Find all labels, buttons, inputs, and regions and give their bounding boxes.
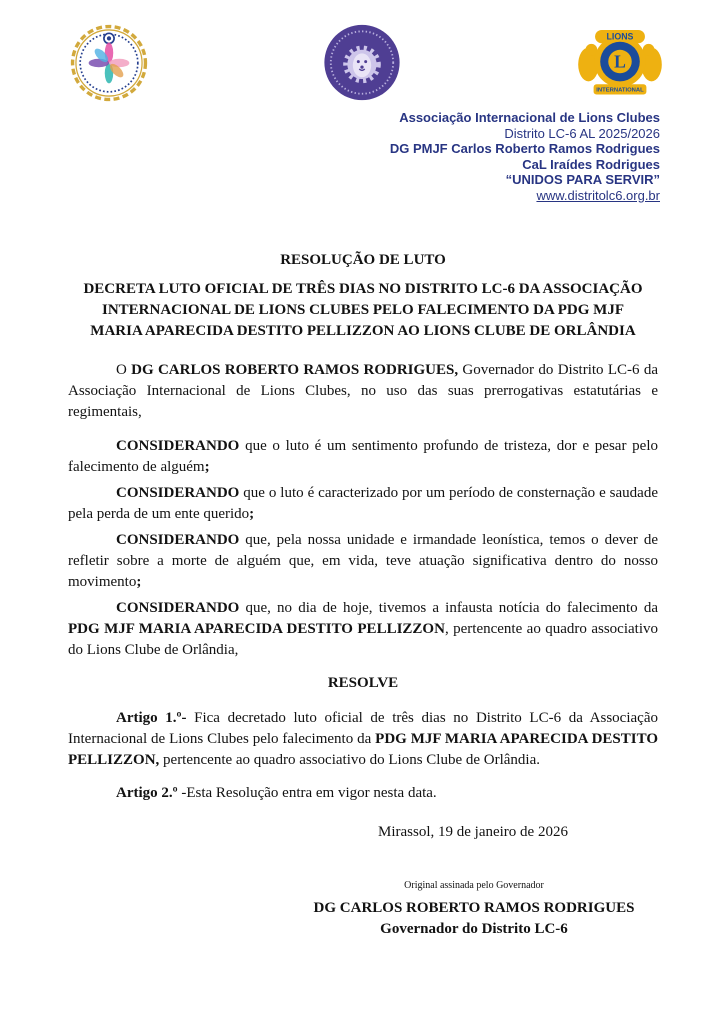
paragraph-opening [68,360,658,423]
lions-emblem-top-text: LIONS [606,31,634,42]
run-bold: Artigo 2.º [116,785,178,801]
letterhead-org-line: Associação Internacional de Lions Clubes [399,110,660,125]
multi-district-badge-icon [66,24,152,102]
signature-role: Governador do Distrito LC-6 [380,921,568,937]
run: pertencente ao quadro associativo do Lions Clube de Orlândia. [159,752,540,768]
run: O [116,362,132,378]
run: que, pela nossa unidade e irmandade leonística, temos o dever de refletir sobre a morte de alguém que, em vida, teve atuação significativa dentro do nosso movimento [68,532,658,590]
run-bold: ; [204,459,210,475]
paragraph-considerando-4 [68,598,658,661]
run: Governador do Distrito LC-6 da Associação Internacional de Lions Clubes, no uso das suas prerrogativas estatutárias e regimentais, [68,362,658,420]
run-bold: CONSIDERANDO [116,438,240,454]
run-bold: PDG MJF MARIA APARECIDA DESTITO PELLIZZON [68,621,445,637]
run: que o luto é um sentimento profundo de tristeza, dor e pesar pelo falecimento de alguém [68,438,658,475]
paragraph-considerando-2 [68,483,658,525]
run-bold: DG CARLOS ROBERTO RAMOS RODRIGUES, [131,362,459,378]
website-link[interactable]: www.distritolc6.org.br [536,187,660,203]
document-title: RESOLUÇÃO DE LUTO [280,252,446,268]
letterhead [0,110,660,203]
letterhead-cal-line: CaL Iraídes Rodrigues [522,156,660,172]
paragraph-artigo-2 [68,783,658,804]
run: Fica decretado luto oficial de três dias no Distrito LC-6 da Associação Internacional de Lions Clubes pelo falecimento da [68,710,658,747]
run-bold: ; [249,506,255,522]
lions-international-logo-icon [576,24,664,102]
run-bold: PDG MJF MARIA APARECIDA DESTITO PELLIZZON, [68,731,658,768]
run-bold: ; [136,574,142,590]
run: -Esta Resolução entra em vigor nesta data. [177,785,437,801]
district-lc6-seal-icon [316,24,408,102]
run-bold: CONSIDERANDO [116,485,240,501]
document-body [68,249,658,940]
document-subtitle: DECRETA LUTO OFICIAL DE TRÊS DIAS NO DISTRITO LC-6 DA ASSOCIAÇÃO INTERNACIONAL DE LIONS CLUBES PELO FALECIMENTO DA PDG MJF MARIA APARECIDA DESTITO PELLIZZON AO LIONS CLUBE DE ORLÂNDIA [83,281,643,339]
logos-row [0,24,724,102]
resolve-heading: RESOLVE [327,675,399,691]
signature-name: DG CARLOS ROBERTO RAMOS RODRIGUES [313,900,635,916]
letterhead-district-line: Distrito LC-6 AL 2025/2026 [504,125,660,141]
run-bold: Artigo 1.º- [116,710,187,726]
paragraph-considerando-3 [68,530,658,593]
signature-block [290,879,658,940]
run: que, no dia de hoje, tivemos a infausta notícia do falecimento da [239,600,658,616]
lions-emblem-letter: L [614,51,626,72]
signature-note: Original assinada pelo Governador [404,880,544,891]
paragraph-artigo-1 [68,708,658,771]
run-bold: CONSIDERANDO [116,532,240,548]
lions-emblem-bottom-text: INTERNATIONAL [596,87,644,94]
date-line: Mirassol, 19 de janeiro de 2026 [378,824,568,840]
letterhead-motto: “UNIDOS PARA SERVIR” [505,172,660,187]
run-bold: CONSIDERANDO [116,600,240,616]
run: que o luto é caracterizado por um período de consternação e saudade pela perda de um ente querido [68,485,658,522]
paragraph-considerando-1 [68,436,658,478]
run: , pertencente ao quadro associativo do Lions Clube de Orlândia, [68,621,658,658]
letterhead-governor-line: DG PMJF Carlos Roberto Ramos Rodrigues [389,141,660,156]
